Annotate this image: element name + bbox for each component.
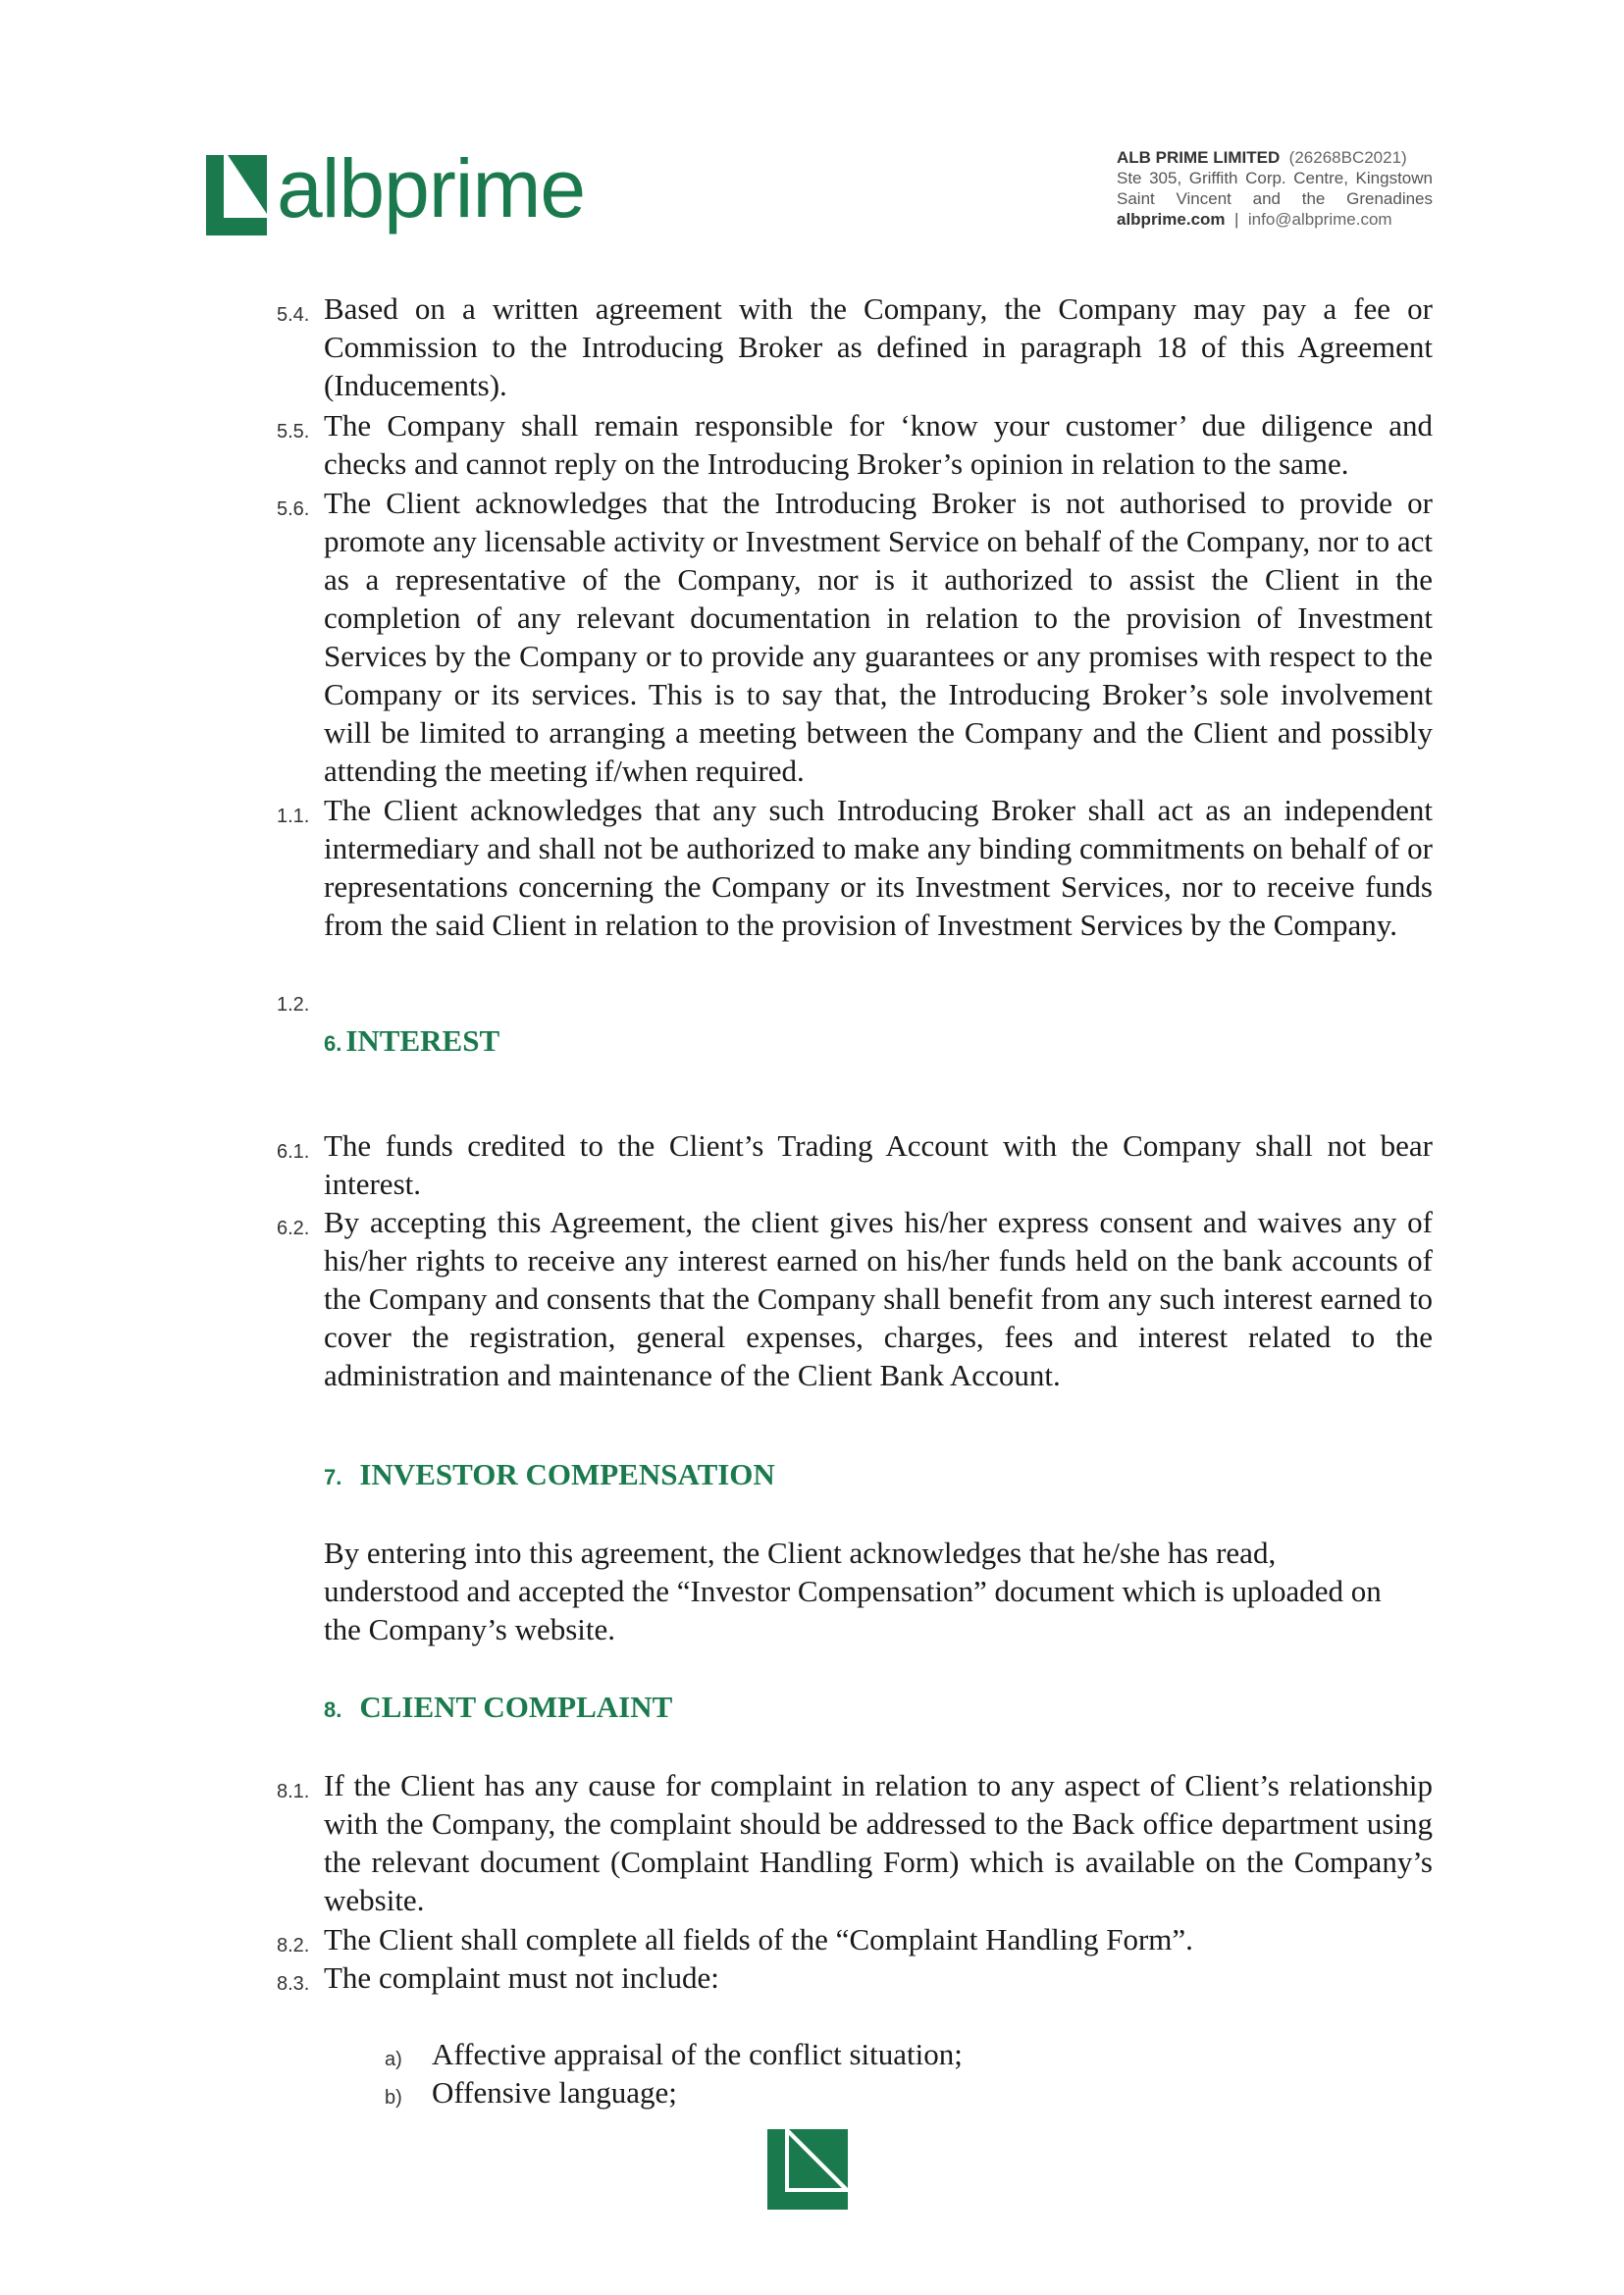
footer-logo-mark-icon bbox=[767, 2129, 848, 2215]
clause-text: The Client acknowledges that any such Introducing Broker shall act as an independent intermediary and shall not be authorized to make any binding commitments on behalf of or representations concerning the Company or its Investment Services, nor to receive funds from the said Client in relation to the provision of Investment Services by the Company. bbox=[324, 793, 1433, 942]
heading-number: 8. bbox=[324, 1697, 342, 1722]
clause-number: 8.1. bbox=[277, 1781, 310, 1802]
company-name: ALB PRIME LIMITED bbox=[1117, 148, 1281, 167]
logo-wordmark: albprime bbox=[277, 142, 586, 235]
clause-text: The funds credited to the Client’s Trading Account with the Company shall not bear interest. bbox=[324, 1128, 1433, 1201]
company-info bbox=[1117, 147, 1433, 230]
list-item bbox=[385, 2035, 963, 2073]
list-item-label: b) bbox=[385, 2087, 402, 2109]
logo-mark-icon bbox=[206, 155, 267, 235]
clause-number: 5.4. bbox=[277, 304, 310, 326]
clause-number: 6.2. bbox=[277, 1218, 310, 1239]
company-registration: (26268BC2021) bbox=[1288, 148, 1407, 167]
company-logo bbox=[206, 142, 677, 245]
heading-number: 7. bbox=[324, 1465, 342, 1489]
heading-client-complaint bbox=[324, 1690, 672, 1725]
list-item bbox=[385, 2073, 677, 2112]
clause-1-1 bbox=[277, 791, 1433, 944]
company-address-line2: Saint Vincent and the Grenadines bbox=[1117, 189, 1433, 208]
list-item-label: a) bbox=[385, 2049, 402, 2070]
heading-title: INTEREST bbox=[345, 1023, 500, 1058]
header-separator: | bbox=[1234, 210, 1239, 229]
heading-number: 6. bbox=[324, 1031, 342, 1056]
clause-text: The Client shall complete all fields of the “Complaint Handling Form”. bbox=[324, 1922, 1193, 1956]
clause-6-2 bbox=[277, 1203, 1433, 1394]
clause-8-1 bbox=[277, 1766, 1433, 1919]
heading-title: INVESTOR COMPENSATION bbox=[359, 1457, 775, 1491]
company-address-line1: Ste 305, Griffith Corp. Centre, Kingstown bbox=[1117, 169, 1433, 187]
clause-number: 5.6. bbox=[277, 498, 310, 520]
clause-8-2 bbox=[277, 1920, 1433, 1958]
clause-text: By accepting this Agreement, the client gives his/her express consent and waives any of his/her rights to receive any interest earned on his/her funds held on the bank accounts of the Company and consents that the Company shall benefit from any such interest earned to cover the registration, general expenses, charges, fees and interest related to the administration and maintenance of the Client Bank Account. bbox=[324, 1205, 1433, 1392]
clause-number: 6.1. bbox=[277, 1141, 310, 1163]
clause-text: The Company shall remain responsible for ‘know your customer’ due diligence and checks and cannot reply on the Introducing Broker’s opinion in relation to the same. bbox=[324, 408, 1433, 481]
heading-investor-compensation bbox=[324, 1457, 775, 1492]
clause-5-6 bbox=[277, 484, 1434, 790]
heading-interest bbox=[324, 1023, 499, 1059]
list-item-text: Offensive language; bbox=[432, 2075, 677, 2110]
clause-8-3 bbox=[277, 1958, 1433, 1997]
clause-6-1 bbox=[277, 1126, 1433, 1203]
investor-compensation-text: By entering into this agreement, the Client acknowledges that he/she has read, understood and accepted the “Investor Compensation” document which is uploaded on the Company’s website. bbox=[324, 1536, 1382, 1646]
clause-text: The complaint must not include: bbox=[324, 1960, 719, 1995]
empty-clause-number: 1.2. bbox=[277, 994, 310, 1016]
clause-text: Based on a written agreement with the Company, the Company may pay a fee or Commission to the Introducing Broker as defined in paragraph 18 of this Agreement (Inducements). bbox=[324, 291, 1433, 402]
clause-number: 8.2. bbox=[277, 1935, 310, 1956]
clause-text: If the Client has any cause for complaint in relation to any aspect of Client’s relationship with the Company, the complaint should be addressed to the Back office department using the relevant document (Complaint Handling Form) which is available on the Company’s website. bbox=[324, 1768, 1433, 1917]
company-website[interactable]: albprime.com bbox=[1117, 210, 1226, 229]
clause-number: 5.5. bbox=[277, 421, 310, 443]
list-item-text: Affective appraisal of the conflict situation; bbox=[432, 2037, 963, 2071]
clause-number: 1.1. bbox=[277, 806, 310, 827]
clause-number: 8.3. bbox=[277, 1973, 310, 1995]
clause-5-5 bbox=[277, 406, 1433, 483]
clause-5-4 bbox=[277, 289, 1433, 404]
clause-text: The Client acknowledges that the Introducing Broker is not authorised to provide or promote any licensable activity or Investment Service on behalf of the Company, nor to act as a representative of the Company, nor is it authorized to assist the Client in the completion of any relevant documentation in relation to the provision of Investment Services by the Company or to provide any guarantees or any promises with respect to the Company or its services. This is to say that, the Introducing Broker’s sole involvement will be limited to arranging a meeting between the Company and the Client and possibly attending the meeting if/when required. bbox=[324, 486, 1434, 788]
company-email[interactable]: info@albprime.com bbox=[1247, 210, 1392, 229]
heading-title: CLIENT COMPLAINT bbox=[359, 1690, 673, 1724]
